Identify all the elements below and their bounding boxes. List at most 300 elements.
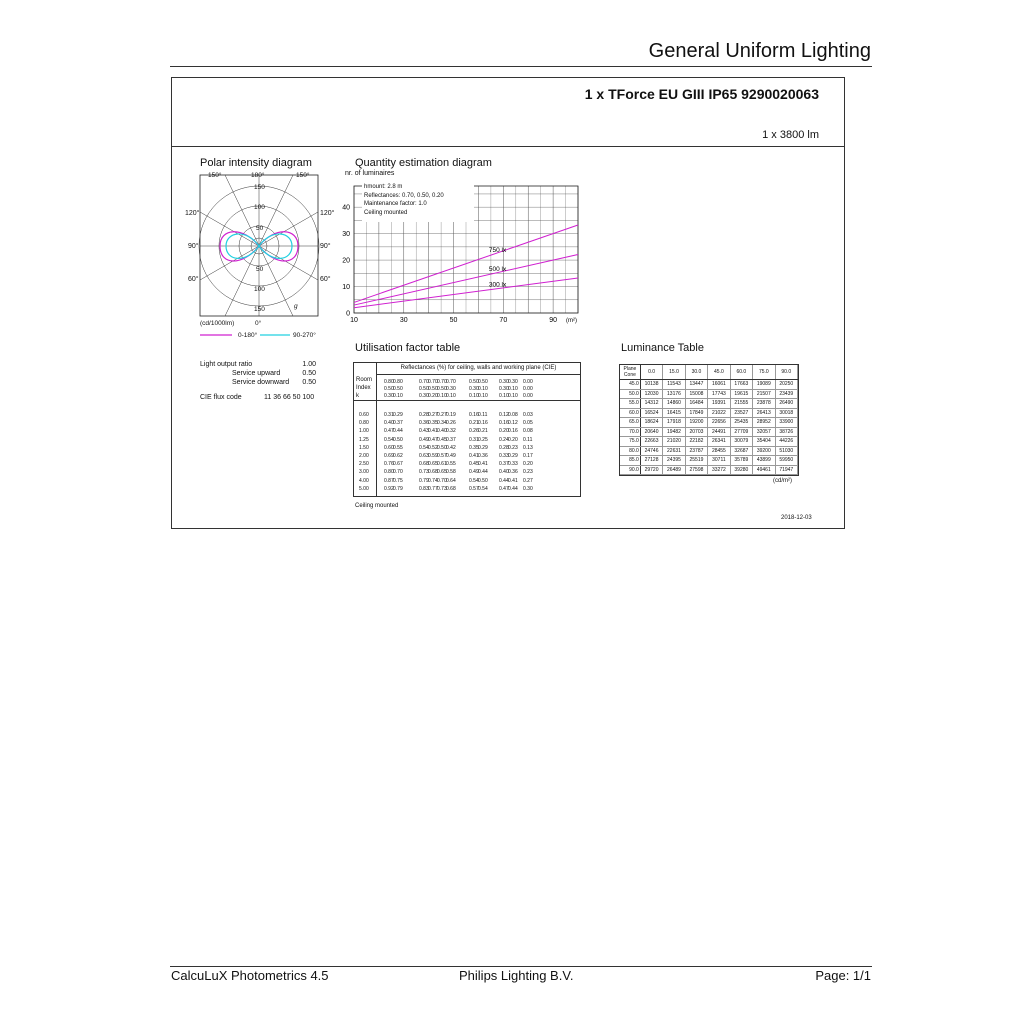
uf-cell: 0.11 [523, 436, 533, 443]
uf-cell: 0.79 [393, 485, 403, 492]
uf-cell: 0.50 [393, 436, 403, 443]
uf-cell: 0.33 [499, 453, 509, 459]
service-upward-label: Service upward [232, 370, 281, 377]
reflectance-cell: 0.70 [437, 379, 447, 385]
uf-cell: 0.50 [437, 444, 447, 451]
reflectance-cell: 0.00 [523, 379, 533, 385]
angle-label: 60° [320, 276, 331, 283]
luminance-cell: 44226 [775, 437, 797, 447]
series-label: 750 lx [488, 247, 507, 255]
uf-cell: 0.26 [446, 420, 456, 427]
uf-cell: 0.36 [478, 453, 488, 459]
uf-cell: 0.64 [446, 477, 456, 484]
angle-label: 0° [255, 320, 262, 327]
uf-cell: 0.33 [508, 461, 518, 468]
uf-cell: 0.60 [359, 412, 369, 418]
reflectance-cell: 0.50 [478, 379, 488, 385]
reflectance-cell: 0.70 [428, 379, 438, 385]
uf-cell: 0.70 [393, 469, 403, 476]
luminance-cell: 16061 [708, 380, 730, 390]
mount-height: hmount: 2.8 m [364, 184, 403, 190]
uf-cell: 0.70 [437, 477, 447, 484]
luminance-cell: 20703 [685, 427, 707, 437]
quantity-title: Quantity estimation diagram [355, 157, 492, 169]
plane-angle-header: 60.0 [730, 365, 752, 380]
cone-angle: 80.0 [620, 446, 640, 456]
footer-page: Page: 1/1 [815, 968, 871, 983]
cie-flux-label: CIE flux code [200, 394, 242, 401]
uf-cell: 0.17 [523, 453, 533, 459]
uf-cell: 1.00 [359, 428, 369, 435]
footer-software: CalcuLuX Photometrics 4.5 [171, 968, 329, 983]
uf-cell: 0.44 [508, 485, 518, 492]
reflectance-cell: 0.00 [523, 386, 533, 392]
luminance-cell: 19615 [730, 389, 752, 399]
uf-cell: 0.55 [446, 461, 456, 468]
polar-title: Polar intensity diagram [200, 157, 312, 169]
uf-cell: 0.54 [469, 477, 479, 484]
uf-cell: 0.28 [419, 412, 429, 418]
luminance-cell: 13176 [663, 389, 685, 399]
cone-angle: 60.0 [620, 408, 640, 418]
uf-cell: 3.00 [359, 469, 369, 476]
uf-cell: 0.45 [469, 461, 479, 468]
service-downward-label: Service downward [232, 379, 290, 386]
reflectance-cell: 0.30 [384, 393, 394, 399]
uf-cell: 0.16 [469, 412, 479, 418]
reflectance-cell: 0.70 [419, 379, 429, 385]
uf-cell: 0.41 [469, 453, 479, 459]
luminance-cell: 16415 [663, 408, 685, 418]
y-tick-label: 0 [346, 310, 350, 318]
luminance-cell: 30711 [708, 456, 730, 466]
luminance-cell: 25435 [730, 418, 752, 428]
luminance-cell: 26490 [775, 399, 797, 409]
uf-cell: 0.35 [428, 420, 438, 427]
uf-cell: 0.16 [508, 428, 518, 435]
luminance-cell: 24395 [663, 456, 685, 466]
reflectance-cell: 0.00 [523, 393, 533, 399]
uf-cell: 0.37 [499, 461, 509, 468]
uf-cell: 0.54 [478, 485, 488, 492]
luminance-cell: 17918 [663, 418, 685, 428]
reflectance-cell: 0.10 [446, 393, 456, 399]
luminance-cell: 71947 [775, 465, 797, 475]
uf-cell: 0.60 [384, 444, 394, 451]
reflectance-cell: 0.10 [478, 393, 488, 399]
light-output-block [200, 361, 320, 403]
luminance-cell: 10138 [640, 380, 662, 390]
uf-cell: 0.44 [393, 428, 403, 435]
reflectance-cell: 0.30 [499, 379, 509, 385]
uf-cell: 0.47 [428, 436, 438, 443]
uf-cell: 0.62 [393, 453, 403, 459]
uf-cell: 0.12 [499, 412, 509, 418]
reflectance-cell: 0.10 [437, 393, 447, 399]
uf-cell: 0.41 [478, 461, 488, 468]
footer-divider [170, 966, 872, 967]
uf-cell: 2.50 [359, 461, 369, 468]
ring-label: 50 [256, 266, 264, 273]
luminance-cell: 16484 [685, 399, 707, 409]
luminance-cell: 14860 [663, 399, 685, 409]
uf-cell: 0.20 [508, 436, 518, 443]
uf-cell: 0.28 [499, 444, 509, 451]
reflectance-cell: 0.30 [419, 393, 429, 399]
reflectance-cell: 0.50 [428, 386, 438, 392]
uf-cell: 0.40 [499, 469, 509, 476]
uf-cell: 0.54 [419, 444, 429, 451]
uf-cell: 0.69 [384, 453, 394, 459]
luminance-unit: (cd/m²) [773, 478, 792, 484]
lor-label: Light output ratio [200, 361, 253, 368]
header-divider [170, 66, 872, 67]
luminance-cell: 38726 [775, 427, 797, 437]
uf-cell: 0.37 [393, 420, 403, 427]
x-tick-label: 70 [499, 317, 508, 324]
cone-angle: 50.0 [620, 389, 640, 399]
uf-cell: 0.76 [384, 461, 394, 468]
angle-label: 150° [296, 172, 310, 179]
angle-label: 150° [208, 172, 222, 179]
uf-cell: 0.43 [419, 428, 429, 435]
uf-cell: 5.00 [359, 485, 369, 492]
uf-cell: 0.65 [428, 461, 438, 468]
product-title: 1 x TForce EU GIII IP65 9290020063 [584, 86, 819, 102]
cone-angle: 45.0 [620, 380, 640, 390]
uf-cell: 0.37 [446, 436, 456, 443]
uf-cell: 0.52 [428, 444, 438, 451]
series-label: 300 lx [488, 281, 507, 289]
reflectance-cell: 0.50 [469, 379, 479, 385]
luminance-cell: 19200 [685, 418, 707, 428]
uf-cell: 0.08 [523, 428, 533, 435]
uf-cell: 0.73 [437, 485, 447, 492]
utilisation-title: Utilisation factor table [355, 342, 461, 354]
cone-angle: 85.0 [620, 456, 640, 466]
reflectances: Reflectances: 0.70, 0.50, 0.20 [364, 192, 444, 199]
uf-cell: 0.23 [523, 469, 533, 476]
uf-cell: 0.80 [359, 420, 369, 427]
uf-cell: 0.57 [437, 453, 447, 459]
luminance-grid [620, 365, 798, 475]
plane-angle-header: 90.0 [775, 365, 797, 380]
cone-angle: 70.0 [620, 427, 640, 437]
lor-value: 1.00 [302, 361, 316, 368]
uf-cell: 0.77 [428, 485, 438, 492]
luminance-cell: 14312 [640, 399, 662, 409]
uf-cell: 0.41 [428, 428, 438, 435]
uf-cell: 0.68 [446, 485, 456, 492]
uf-cell: 0.74 [428, 477, 438, 484]
reflectance-cell: 0.50 [393, 386, 403, 392]
uf-cell: 0.27 [428, 412, 438, 418]
plane-angle-header: 0.0 [640, 365, 662, 380]
uf-cell: 1.50 [359, 444, 369, 451]
angle-label: 120° [320, 210, 335, 217]
luminance-cell: 21507 [753, 389, 775, 399]
luminance-cell: 19089 [753, 380, 775, 390]
uf-cell: 2.00 [359, 453, 369, 459]
uf-cell: 0.40 [437, 428, 447, 435]
uf-cell: 0.44 [499, 477, 509, 484]
luminance-cell: 28952 [753, 418, 775, 428]
uf-cell: 0.44 [478, 469, 488, 476]
plane-angle-header: 75.0 [753, 365, 775, 380]
luminance-cell: 15008 [685, 389, 707, 399]
luminance-cell: 32057 [753, 427, 775, 437]
luminance-cell: 18624 [640, 418, 662, 428]
plane-angle-header: 45.0 [708, 365, 730, 380]
cone-angle: 75.0 [620, 437, 640, 447]
angle-label: 120° [185, 210, 200, 217]
uf-cell: 0.11 [478, 412, 488, 418]
uf-cell: 0.92 [384, 485, 394, 492]
reflectance-cell: 0.30 [508, 379, 518, 385]
uf-cell: 0.61 [437, 461, 447, 468]
uf-cell: 0.63 [419, 453, 429, 459]
reflectance-cell: 0.10 [508, 393, 518, 399]
luminance-cell: 27709 [730, 427, 752, 437]
reflectance-cell: 0.50 [419, 386, 429, 392]
ring-label: 150 [254, 184, 265, 191]
luminance-cell: 19482 [663, 427, 685, 437]
quantity-info [364, 183, 444, 217]
uf-cell: 0.21 [469, 420, 479, 427]
angle-label: 180° [251, 172, 265, 179]
luminance-cell: 24746 [640, 446, 662, 456]
maintenance-factor: Maintenance factor: 1.0 [364, 201, 427, 207]
luminance-cell: 17663 [730, 380, 752, 390]
reflectance-cell: 0.50 [384, 386, 394, 392]
angle-label: 90° [320, 243, 331, 250]
uf-cell: 0.83 [419, 485, 429, 492]
uf-cell: 0.36 [419, 420, 429, 427]
room-index-label: Room Index k [356, 377, 373, 399]
luminance-cell: 21020 [663, 437, 685, 447]
uf-cell: 0.68 [428, 469, 438, 476]
reflectance-cell: 0.20 [428, 393, 438, 399]
uf-cell: 0.79 [419, 477, 429, 484]
service-upward-value: 0.50 [302, 370, 316, 377]
uf-cell: 0.41 [508, 477, 518, 484]
x-axis-unit: (m²) [566, 318, 577, 324]
uf-cell: 0.75 [393, 477, 403, 484]
uf-cell: 1.25 [359, 436, 369, 443]
uf-cell: 0.49 [419, 436, 429, 443]
luminance-cell: 13447 [685, 380, 707, 390]
uf-cell: 0.73 [419, 469, 429, 476]
uf-cell: 0.21 [478, 428, 488, 435]
utilisation-table [353, 362, 581, 497]
uf-cell: 0.80 [384, 469, 394, 476]
luminance-cell: 22656 [708, 418, 730, 428]
reflectance-cell: 0.80 [384, 379, 394, 385]
uf-cell: 0.87 [384, 477, 394, 484]
uf-cell: 0.31 [469, 436, 479, 443]
uf-cell: 0.59 [428, 453, 438, 459]
cone-angle: 65.0 [620, 418, 640, 428]
luminance-cell: 33272 [708, 465, 730, 475]
luminance-cell: 33900 [775, 418, 797, 428]
x-tick-label: 50 [449, 317, 458, 324]
luminance-cell: 26489 [663, 465, 685, 475]
luminance-cell: 20250 [775, 380, 797, 390]
y-tick-label: 20 [342, 257, 350, 265]
uf-cell: 0.31 [384, 412, 394, 418]
luminance-table [619, 364, 799, 476]
uf-cell: 0.03 [523, 412, 533, 418]
uf-cell: 0.29 [508, 453, 518, 459]
x-tick-label: 10 [350, 317, 358, 324]
plane-cone-corner: Plane Cone [620, 365, 640, 380]
uf-cell: 0.54 [384, 436, 394, 443]
luminance-cell: 22631 [663, 446, 685, 456]
uf-cell: 0.67 [393, 461, 403, 468]
uf-header: Reflectances (%) for ceiling, walls and working plane (CIE) [376, 363, 580, 375]
reflectance-cell: 0.10 [499, 393, 509, 399]
uf-cell: 0.05 [523, 420, 533, 427]
report-date: 2018-12-03 [781, 515, 812, 521]
uf-cell: 0.16 [478, 420, 488, 427]
quantity-ylabel: nr. of luminaires [345, 170, 395, 177]
uf-cell: 0.29 [478, 444, 488, 451]
ring-label: 100 [254, 204, 265, 211]
uf-cell: 0.49 [446, 453, 456, 459]
uf-cell: 0.55 [393, 444, 403, 451]
uf-cell: 0.30 [523, 485, 533, 492]
uf-cell: 0.42 [446, 444, 456, 451]
uf-cell: 0.08 [508, 412, 518, 418]
uf-cell: 0.25 [478, 436, 488, 443]
luminance-cell: 59950 [775, 456, 797, 466]
luminance-cell: 25519 [685, 456, 707, 466]
luminance-cell: 16524 [640, 408, 662, 418]
series-label: 500 lx [488, 266, 507, 274]
luminance-cell: 23527 [730, 408, 752, 418]
luminance-cell: 24491 [708, 427, 730, 437]
luminance-cell: 28455 [708, 446, 730, 456]
uf-cell: 0.20 [523, 461, 533, 468]
polar-diagram [198, 168, 335, 346]
uf-cell: 0.27 [437, 412, 447, 418]
cone-angle: 90.0 [620, 465, 640, 475]
luminance-cell: 23439 [775, 389, 797, 399]
luminance-cell: 29720 [640, 465, 662, 475]
reflectance-cell: 0.80 [393, 379, 403, 385]
angle-label: 90° [188, 243, 199, 250]
y-tick-label: 40 [342, 204, 350, 212]
frame-divider [171, 146, 845, 147]
uf-cell: 0.26 [469, 428, 479, 435]
uf-cell: 0.16 [499, 420, 509, 427]
reflectance-cell: 0.30 [499, 386, 509, 392]
uf-cell: 0.34 [437, 420, 447, 427]
ring-label: 100 [254, 286, 265, 293]
luminance-cell: 22663 [640, 437, 662, 447]
uf-cell: 0.35 [469, 444, 479, 451]
luminance-cell: 11543 [663, 380, 685, 390]
luminance-title: Luminance Table [621, 342, 704, 354]
uf-cell: 0.50 [478, 477, 488, 484]
page-title: General Uniform Lighting [648, 40, 871, 62]
luminance-cell: 51030 [775, 446, 797, 456]
uf-cell: 4.00 [359, 477, 369, 484]
uf-cell: 0.12 [508, 420, 518, 427]
reflectance-cell: 0.30 [446, 386, 456, 392]
reflectance-cell: 0.30 [469, 386, 479, 392]
luminance-cell: 39280 [730, 465, 752, 475]
utilisation-footnote: Ceiling mounted [355, 503, 399, 509]
uf-cell: 0.32 [446, 428, 456, 435]
mounting: Ceiling mounted [364, 209, 408, 216]
uf-cell: 0.47 [384, 428, 394, 435]
luminance-cell: 21555 [730, 399, 752, 409]
luminance-cell: 49461 [753, 465, 775, 475]
luminance-cell: 27128 [640, 456, 662, 466]
uf-cell: 0.58 [446, 469, 456, 476]
uf-cell: 0.13 [523, 444, 533, 451]
gamma-label: g [294, 303, 298, 310]
luminance-cell: 32687 [730, 446, 752, 456]
uf-cell: 0.65 [437, 469, 447, 476]
legend-label-0-180: 0-180° [238, 332, 258, 339]
luminance-cell: 30079 [730, 437, 752, 447]
luminance-cell: 35789 [730, 456, 752, 466]
luminance-cell: 30018 [775, 408, 797, 418]
luminance-cell: 21022 [708, 408, 730, 418]
reflectance-cell: 0.10 [393, 393, 403, 399]
uf-cell: 0.29 [393, 412, 403, 418]
plane-angle-header: 30.0 [685, 365, 707, 380]
luminance-cell: 23787 [685, 446, 707, 456]
uf-cell: 0.19 [446, 412, 456, 418]
polar-unit: (cd/1000lm) [200, 320, 235, 327]
reflectance-cell: 0.10 [508, 386, 518, 392]
uf-cell: 0.27 [523, 477, 533, 484]
luminous-flux: 1 x 3800 lm [762, 129, 819, 141]
luminance-cell: 12030 [640, 389, 662, 399]
luminance-cell: 35404 [753, 437, 775, 447]
service-downward-value: 0.50 [302, 379, 316, 386]
luminance-cell: 19391 [708, 399, 730, 409]
cone-angle: 55.0 [620, 399, 640, 409]
legend-label-90-270: 90-270° [293, 332, 316, 339]
luminance-cell: 26341 [708, 437, 730, 447]
luminance-cell: 20640 [640, 427, 662, 437]
footer-company: Philips Lighting B.V. [459, 968, 574, 983]
reflectance-cell: 0.10 [478, 386, 488, 392]
uf-cell: 0.40 [384, 420, 394, 427]
uf-cell: 0.47 [499, 485, 509, 492]
x-tick-label: 30 [399, 317, 408, 324]
angle-label: 60° [188, 276, 199, 283]
reflectance-cell: 0.10 [469, 393, 479, 399]
luminance-cell: 22182 [685, 437, 707, 447]
luminance-cell: 27598 [685, 465, 707, 475]
x-tick-label: 90 [549, 317, 558, 324]
plane-angle-header: 15.0 [663, 365, 685, 380]
luminance-cell: 17849 [685, 408, 707, 418]
uf-cell: 0.20 [499, 428, 509, 435]
luminance-cell: 23878 [753, 399, 775, 409]
y-tick-label: 10 [342, 284, 350, 292]
luminance-cell: 39200 [753, 446, 775, 456]
cie-flux-value: 11 36 66 50 100 [264, 394, 315, 401]
ring-label: 150 [254, 306, 265, 313]
y-tick-label: 30 [342, 231, 350, 239]
uf-cell: 0.68 [419, 461, 429, 468]
